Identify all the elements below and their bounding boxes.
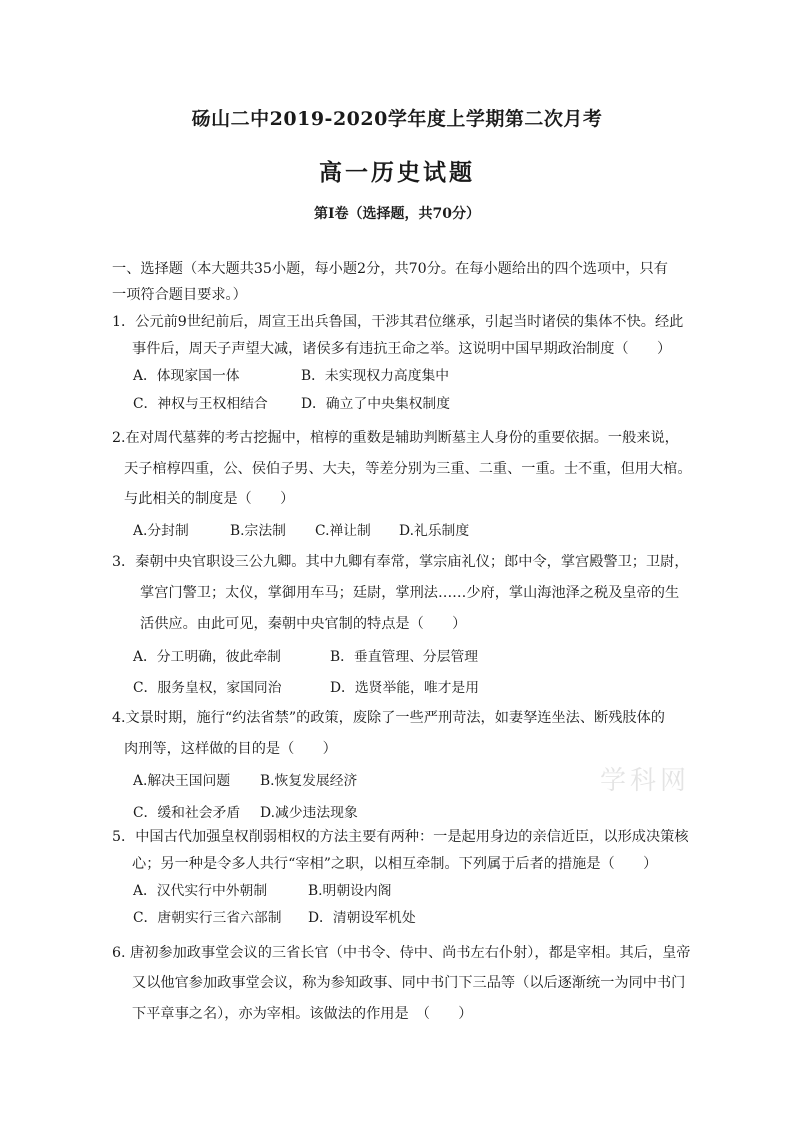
- exam-title: 砀山二中2019-2020学年度上学期第二次月考: [191, 108, 603, 130]
- question-4-line: 肉刑等，这样做的目的是（ ）: [124, 741, 337, 757]
- question-2-option-c: C.禅让制: [315, 523, 371, 539]
- question-2-option-a: A.分封制: [133, 523, 189, 539]
- question-3-option-a: A．分工明确，彼此牵制: [133, 649, 281, 665]
- instructions-line: 一项符合题目要求。）: [112, 287, 247, 303]
- watermark: 学科网: [600, 766, 691, 796]
- question-3-line: 活供应。由此可见，秦朝中央官制的特点是（ ）: [140, 616, 467, 632]
- question-3-line: 掌宫门警卫；太仪，掌御用车马；廷尉，掌刑法……少府，掌山海池泽之税及皇帝的生: [140, 585, 680, 601]
- question-4-option-b: B.恢复发展经济: [260, 773, 358, 789]
- question-5-line: 5．中国古代加强皇权削弱相权的方法主要有两种：一是起用身边的亲信近臣，以形成决策核: [112, 829, 689, 845]
- question-2-line: 2.在对周代墓葬的考古挖掘中，棺椁的重数是辅助判断墓主人身份的重要依据。一般来说，: [112, 430, 679, 446]
- question-3-option-b: B．垂直管理、分层管理: [330, 649, 479, 665]
- question-4-option-a: A.解决王国问题: [133, 773, 231, 789]
- question-3-line: 3．秦朝中央官职设三公九卿。其中九卿有奉常，掌宗庙礼仪；郎中令，掌宫殿警卫；卫尉，: [112, 554, 689, 570]
- question-1-line: 事件后，周天子声望大减，诸侯多有违抗王命之举。这说明中国早期政治制度（ ）: [132, 341, 672, 357]
- question-1-option-c: C．神权与王权相结合: [133, 396, 268, 412]
- question-5-option-a: A．汉代实行中外朝制: [133, 883, 268, 899]
- question-6-line: 又以他官参加政事堂会议，称为参知政事、同中书门下三品等（以后逐渐统一为同中书门: [132, 975, 686, 991]
- question-5-option-d: D．清朝设军机处: [308, 910, 416, 926]
- question-1-option-b: B．未实现权力高度集中: [301, 368, 450, 384]
- question-4-line: 4.文景时期，施行“约法省禁”的政策，废除了一些严刑苛法，如妻孥连坐法、断残肢体的: [112, 710, 665, 726]
- question-1-line: 1．公元前9世纪前后，周宣王出兵鲁国，干涉其君位继承，引起当时诸侯的集体不快。经此: [112, 314, 684, 330]
- question-4-option-d: D.减少违法现象: [260, 805, 358, 821]
- question-3-option-c: C．服务皇权，家国同治: [133, 680, 282, 696]
- question-4-option-c: C．缓和社会矛盾: [133, 805, 241, 821]
- question-6-line: 下平章事之名），亦为宰相。该做法的作用是 （ ）: [132, 1006, 473, 1022]
- question-2-line: 天子棺椁四重，公、侯伯子男、大夫，等差分别为三重、二重、一重。士不重，但用大棺。: [124, 461, 692, 477]
- question-3-option-d: D．选贤举能，唯才是用: [330, 680, 480, 696]
- question-6-line: 6. 唐初参加政事堂会议的三省长官（中书令、侍中、尚书左右仆射），都是宰相。其后，皇帝: [112, 945, 691, 961]
- section-heading: 第Ⅰ卷（选择题，共70分）: [313, 206, 481, 222]
- instructions-line: 一、选择题（本大题共35小题，每小题2分，共70分。在每小题给出的四个选项中，只有: [112, 261, 668, 277]
- question-2-option-d: D.礼乐制度: [399, 523, 470, 539]
- question-1-option-d: D．确立了中央集权制度: [301, 396, 451, 412]
- question-5-line: 心；另一种是令多人共行“宰相”之职，以相互牵制。下列属于后者的措施是（ ）: [132, 856, 658, 872]
- question-1-option-a: A．体现家国一体: [133, 368, 240, 384]
- question-5-option-c: C．唐朝实行三省六部制: [133, 910, 282, 926]
- question-5-option-b: B.明朝设内阁: [308, 883, 392, 899]
- question-2-line: 与此相关的制度是（ ）: [124, 491, 295, 507]
- question-2-option-b: B.宗法制: [230, 523, 286, 539]
- exam-subtitle: 高一历史试题: [319, 159, 475, 186]
